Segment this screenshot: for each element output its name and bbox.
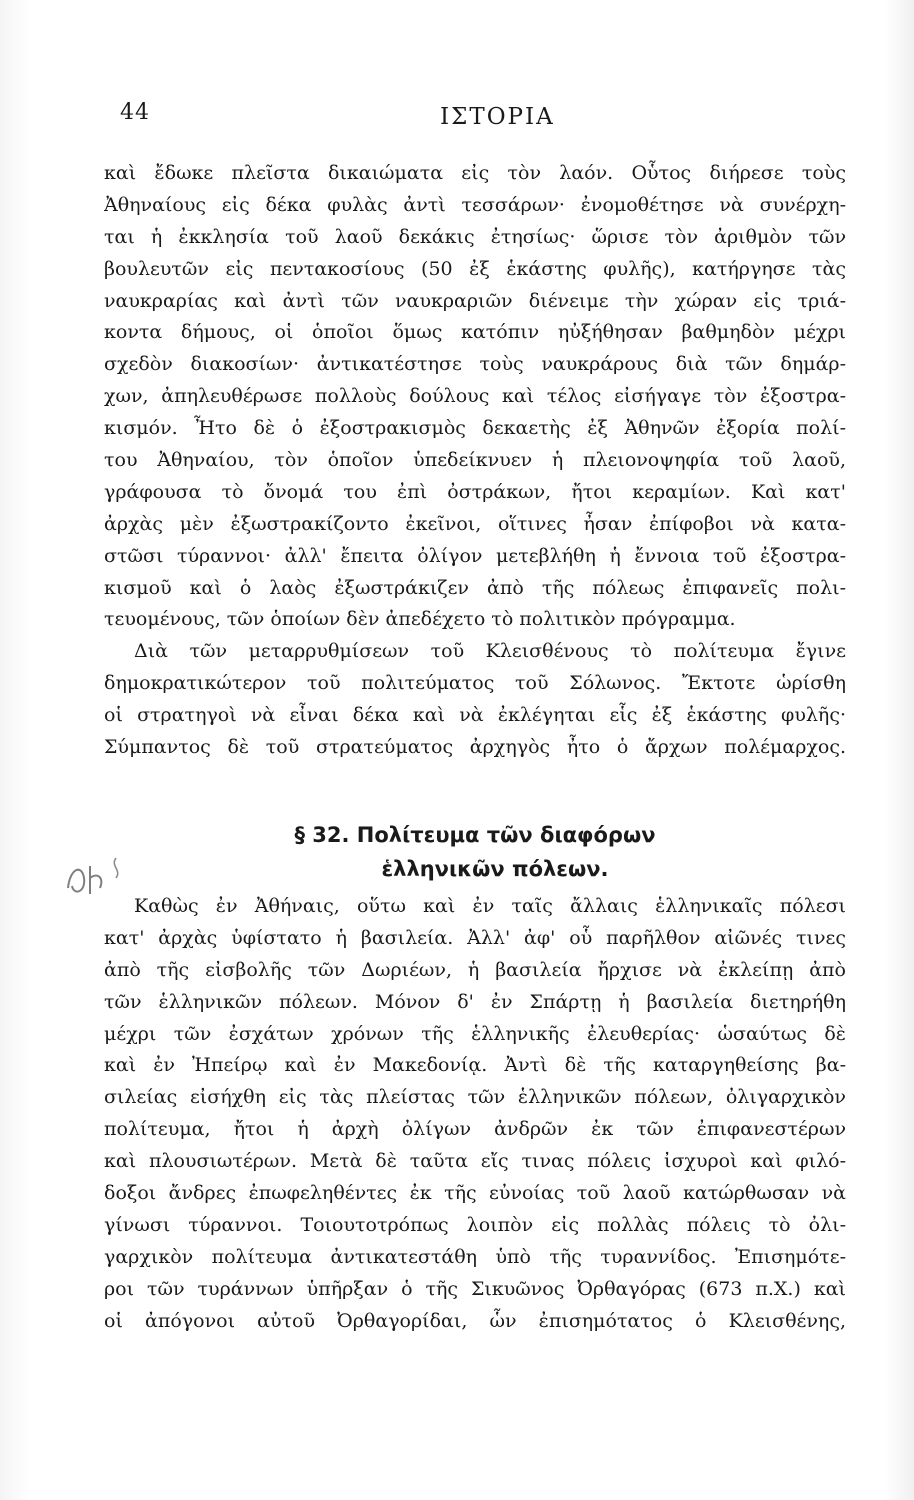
spacer	[104, 843, 846, 891]
text-line: κατ' ἀρχὰς ὑφίστατο ἡ βασιλεία. Ἀλλ' ἀφ' οὗ παρῆλθον αἰῶνές τινες	[104, 926, 846, 949]
text-line: καὶ ἐν Ἠπείρῳ καὶ ἐν Μακεδονίᾳ. Ἀντὶ δὲ τῆς καταργηθείσης βα-	[104, 1054, 846, 1077]
text-block-lower	[104, 843, 846, 1337]
text-line: χων, ἀπηλευθέρωσε πολλοὺς δούλους καὶ τέλος εἰσήγαγε τὸν ἐξοστρα-	[104, 385, 846, 408]
text-line: ἀρχὰς μὲν ἐξωστρακίζοντο ἐκεῖνοι, οἵτινες ἦσαν ἐπίφοβοι νὰ κατα-	[104, 512, 846, 535]
page-number: 44	[120, 100, 150, 125]
text-line: στῶσι τύραννοι· ἀλλ' ἔπειτα ὀλίγον μετεβλήθη ἡ ἔννοια τοῦ ἐξοστρα-	[104, 544, 846, 567]
text-line: δοξοι ἄνδρες ἐπωφεληθέντες ἐκ τῆς εὐνοίας τοῦ λαοῦ κατώρθωσαν νὰ	[104, 1182, 846, 1205]
text-line: κοντα δήμους, οἱ ὁποῖοι ὅμως κατόπιν ηὐξήθησαν βαθμηδὸν μέχρι	[104, 321, 846, 344]
text-block-upper	[104, 158, 846, 764]
text-line: βουλευτῶν εἰς πεντακοσίους (50 ἐξ ἑκάστης φυλῆς), κατήργησε τὰς	[104, 257, 846, 280]
text-line: γίνωσι τύραννοι. Τοιουτοτρόπως λοιπὸν εἰς πολλὰς πόλεις τὸ ὀλι-	[104, 1213, 846, 1236]
running-title: ΙΣΤΟΡΙΑ	[440, 104, 555, 130]
text-line: Διὰ τῶν μεταρρυθμίσεων τοῦ Κλεισθένους τὸ πολίτευμα ἔγινε	[134, 640, 846, 663]
text-line: ἀπὸ τῆς εἰσβολῆς τῶν Δωριέων, ἡ βασιλεία ἤρχισε νὰ ἐκλείπῃ ἀπὸ	[104, 958, 846, 981]
text-line: σιλείας εἰσήχθη εἰς τὰς πλείστας τῶν ἑλληνικῶν πόλεων, ὀλιγαρχικὸν	[104, 1086, 846, 1109]
text-line: του Ἀθηναίου, τὸν ὁποῖον ὑπεδείκνυεν ἡ πλειονοψηφία τοῦ λαοῦ,	[104, 449, 846, 472]
section-heading-line: ἑλληνικῶν πόλεων.	[381, 857, 609, 881]
text-line: κισμοῦ καὶ ὁ λαὸς ἐξωστράκιζεν ἀπὸ τῆς πόλεως ἐπιφανεῖς πολι-	[104, 576, 846, 599]
text-line: καὶ πλουσιωτέρων. Μετὰ δὲ ταῦτα εἴς τινας πόλεις ἰσχυροὶ καὶ φιλό-	[104, 1150, 846, 1173]
text-line: κισμόν. Ἦτο δὲ ὁ ἐξοστρακισμὸς δεκαετὴς ἐξ Ἀθηνῶν ἐξορία πολί-	[104, 417, 846, 440]
text-line: καὶ ἔδωκε πλεῖστα δικαιώματα εἰς τὸν λαόν. Οὗτος διήρεσε τοὺς	[104, 162, 846, 184]
text-line: σχεδὸν διακοσίων· ἀντικατέστησε τοὺς ναυκράρους διὰ τῶν δημάρ-	[104, 353, 846, 376]
text-line: μέχρι τῶν ἐσχάτων χρόνων τῆς ἑλληνικῆς ἐλευθερίας· ὡσαύτως δὲ	[104, 1022, 846, 1045]
text-line: ροι τῶν τυράννων ὑπῆρξαν ὁ τῆς Σικυῶνος Ὀρθαγόρας (673 π.Χ.) καὶ	[104, 1277, 846, 1300]
text-line: Ἀθηναίους εἰς δέκα φυλὰς ἀντὶ τεσσάρων· ἐνομοθέτησε νὰ συνέρχη-	[104, 193, 846, 216]
text-line: γαρχικὸν πολίτευμα ἀντικατεστάθη ὑπὸ τῆς τυραννίδος. Ἐπισημότε-	[104, 1245, 846, 1268]
text-line: ται ἡ ἐκκλησία τοῦ λαοῦ δεκάκις ἐτησίως· ὥρισε τὸν ἀριθμὸν τῶν	[104, 225, 846, 248]
text-line: τευομένους, τῶν ὁποίων δὲν ἀπεδέχετο τὸ πολιτικὸν πρόγραμμα.	[104, 608, 736, 631]
text-line: ναυκραρίας καὶ ἀντὶ τῶν ναυκραριῶν διένειμε τὴν χώραν εἰς τριά-	[104, 289, 846, 312]
section-heading-line: § 32. Πολίτευμα τῶν διαφόρων	[294, 823, 656, 847]
text-line: τῶν ἑλληνικῶν πόλεων. Μόνον δ' ἐν Σπάρτῃ ἡ βασιλεία διετηρήθη	[104, 990, 846, 1013]
text-line: οἱ ἀπόγονοι αὐτοῦ Ὀρθαγορίδαι, ὧν ἐπισημότατος ὁ Κλεισθένης,	[104, 1309, 846, 1332]
text-line: Σύμπαντος δὲ τοῦ στρατεύματος ἀρχηγὸς ἦτο ὁ ἄρχων πολέμαρχος.	[104, 736, 846, 759]
text-line: Καθὼς ἐν Ἀθήναις, οὕτω καὶ ἐν ταῖς ἄλλαις ἑλληνικαῖς πόλεσι	[134, 895, 846, 917]
text-line: δημοκρατικώτερον τοῦ πολιτεύματος τοῦ Σόλωνος. Ἔκτοτε ὡρίσθη	[104, 672, 846, 695]
text-line: οἱ στρατηγοὶ νὰ εἶναι δέκα καὶ νὰ ἐκλέγηται εἷς ἐξ ἑκάστης φυλῆς·	[104, 704, 846, 727]
text-line: πολίτευμα, ἤτοι ἡ ἀρχὴ ὀλίγων ἀνδρῶν ἐκ τῶν ἐπιφανεστέρων	[104, 1118, 846, 1141]
text-line: γράφουσα τὸ ὄνομά του ἐπὶ ὀστράκων, ἤτοι κεραμίων. Καὶ κατ'	[104, 480, 846, 503]
